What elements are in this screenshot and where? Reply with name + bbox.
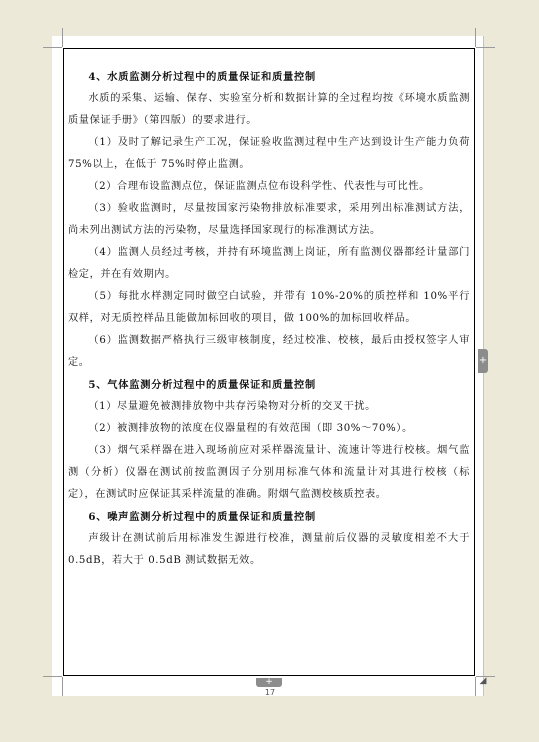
crop-mark-top-left-v (62, 28, 63, 47)
section-heading: 6、噪声监测分析过程中的质量保证和质量控制 (88, 511, 317, 523)
crop-mark-top-right-v (475, 28, 476, 47)
crop-mark-bottom-left-h (43, 676, 62, 677)
resize-corner-icon[interactable]: ◢ (479, 676, 487, 686)
paragraph: （2）合理布设监测点位，保证监测点位布设科学性、代表性与可比性。 (88, 181, 430, 192)
expand-right-icon[interactable]: + (478, 349, 488, 373)
section-heading: 4、水质监测分析过程中的质量保证和质量控制 (88, 71, 317, 83)
crop-mark-top-right-h (476, 47, 495, 48)
paragraph: （1）及时了解记录生产工况，保证验收监测过程中生产达到设计生产能力负荷 75%以上，在低于 75%时停止监测。 (68, 137, 470, 170)
crop-mark-bottom-right-v (475, 677, 476, 696)
paragraph: （5）每批水样测定同时做空白试验，并带有 10%-20%的质控样和 10%平行双样，对无质控样品且能做加标回收的项目，做 100%的加标回收样品。 (68, 291, 470, 324)
expand-bottom-icon[interactable]: + (256, 678, 282, 687)
page-number: 17 (264, 688, 276, 697)
paragraph: （4）监测人员经过考核，并持有环境监测上岗证，所有监测仪器都经计量部门检定，并在有效期内。 (68, 247, 470, 280)
paragraph: （2）被测排放物的浓度在仪器量程的有效范围（即 30%～70%）。 (88, 423, 413, 434)
crop-mark-bottom-left-v (62, 677, 63, 696)
document-body (68, 66, 470, 572)
paragraph: （6）监测数据严格执行三级审核制度，经过校准、校核，最后由授权签字人审定。 (68, 335, 470, 368)
section-heading: 5、气体监测分析过程中的质量保证和质量控制 (88, 379, 317, 391)
paragraph: （3）烟气采样器在进入现场前应对采样器流量计、流速计等进行校核。烟气监测（分析）仪器在测试前按监测因子分别用标准气体和流量计对其进行校核（标定），在测试时应保证其采样流量的准确。附烟气监测校核质控表。 (68, 445, 470, 500)
crop-mark-top-left-h (43, 47, 62, 48)
paragraph: （3）验收监测时，尽量按国家污染物排放标准要求，采用列出标准测试方法，尚未列出测试方法的污染物，尽量选择国家现行的标准测试方法。 (68, 203, 470, 236)
paragraph: （1）尽量避免被测排放物中共存污染物对分析的交叉干扰。 (88, 401, 376, 412)
paragraph: 水质的采集、运输、保存、实验室分析和数据计算的全过程均按《环境水质监测质量保证手册》（第四版）的要求进行。 (68, 93, 470, 126)
paragraph: 声级计在测试前后用标准发生源进行校准，测量前后仪器的灵敏度相差不大于 0.5dB，若大于 0.5dB 测试数据无效。 (68, 533, 470, 566)
